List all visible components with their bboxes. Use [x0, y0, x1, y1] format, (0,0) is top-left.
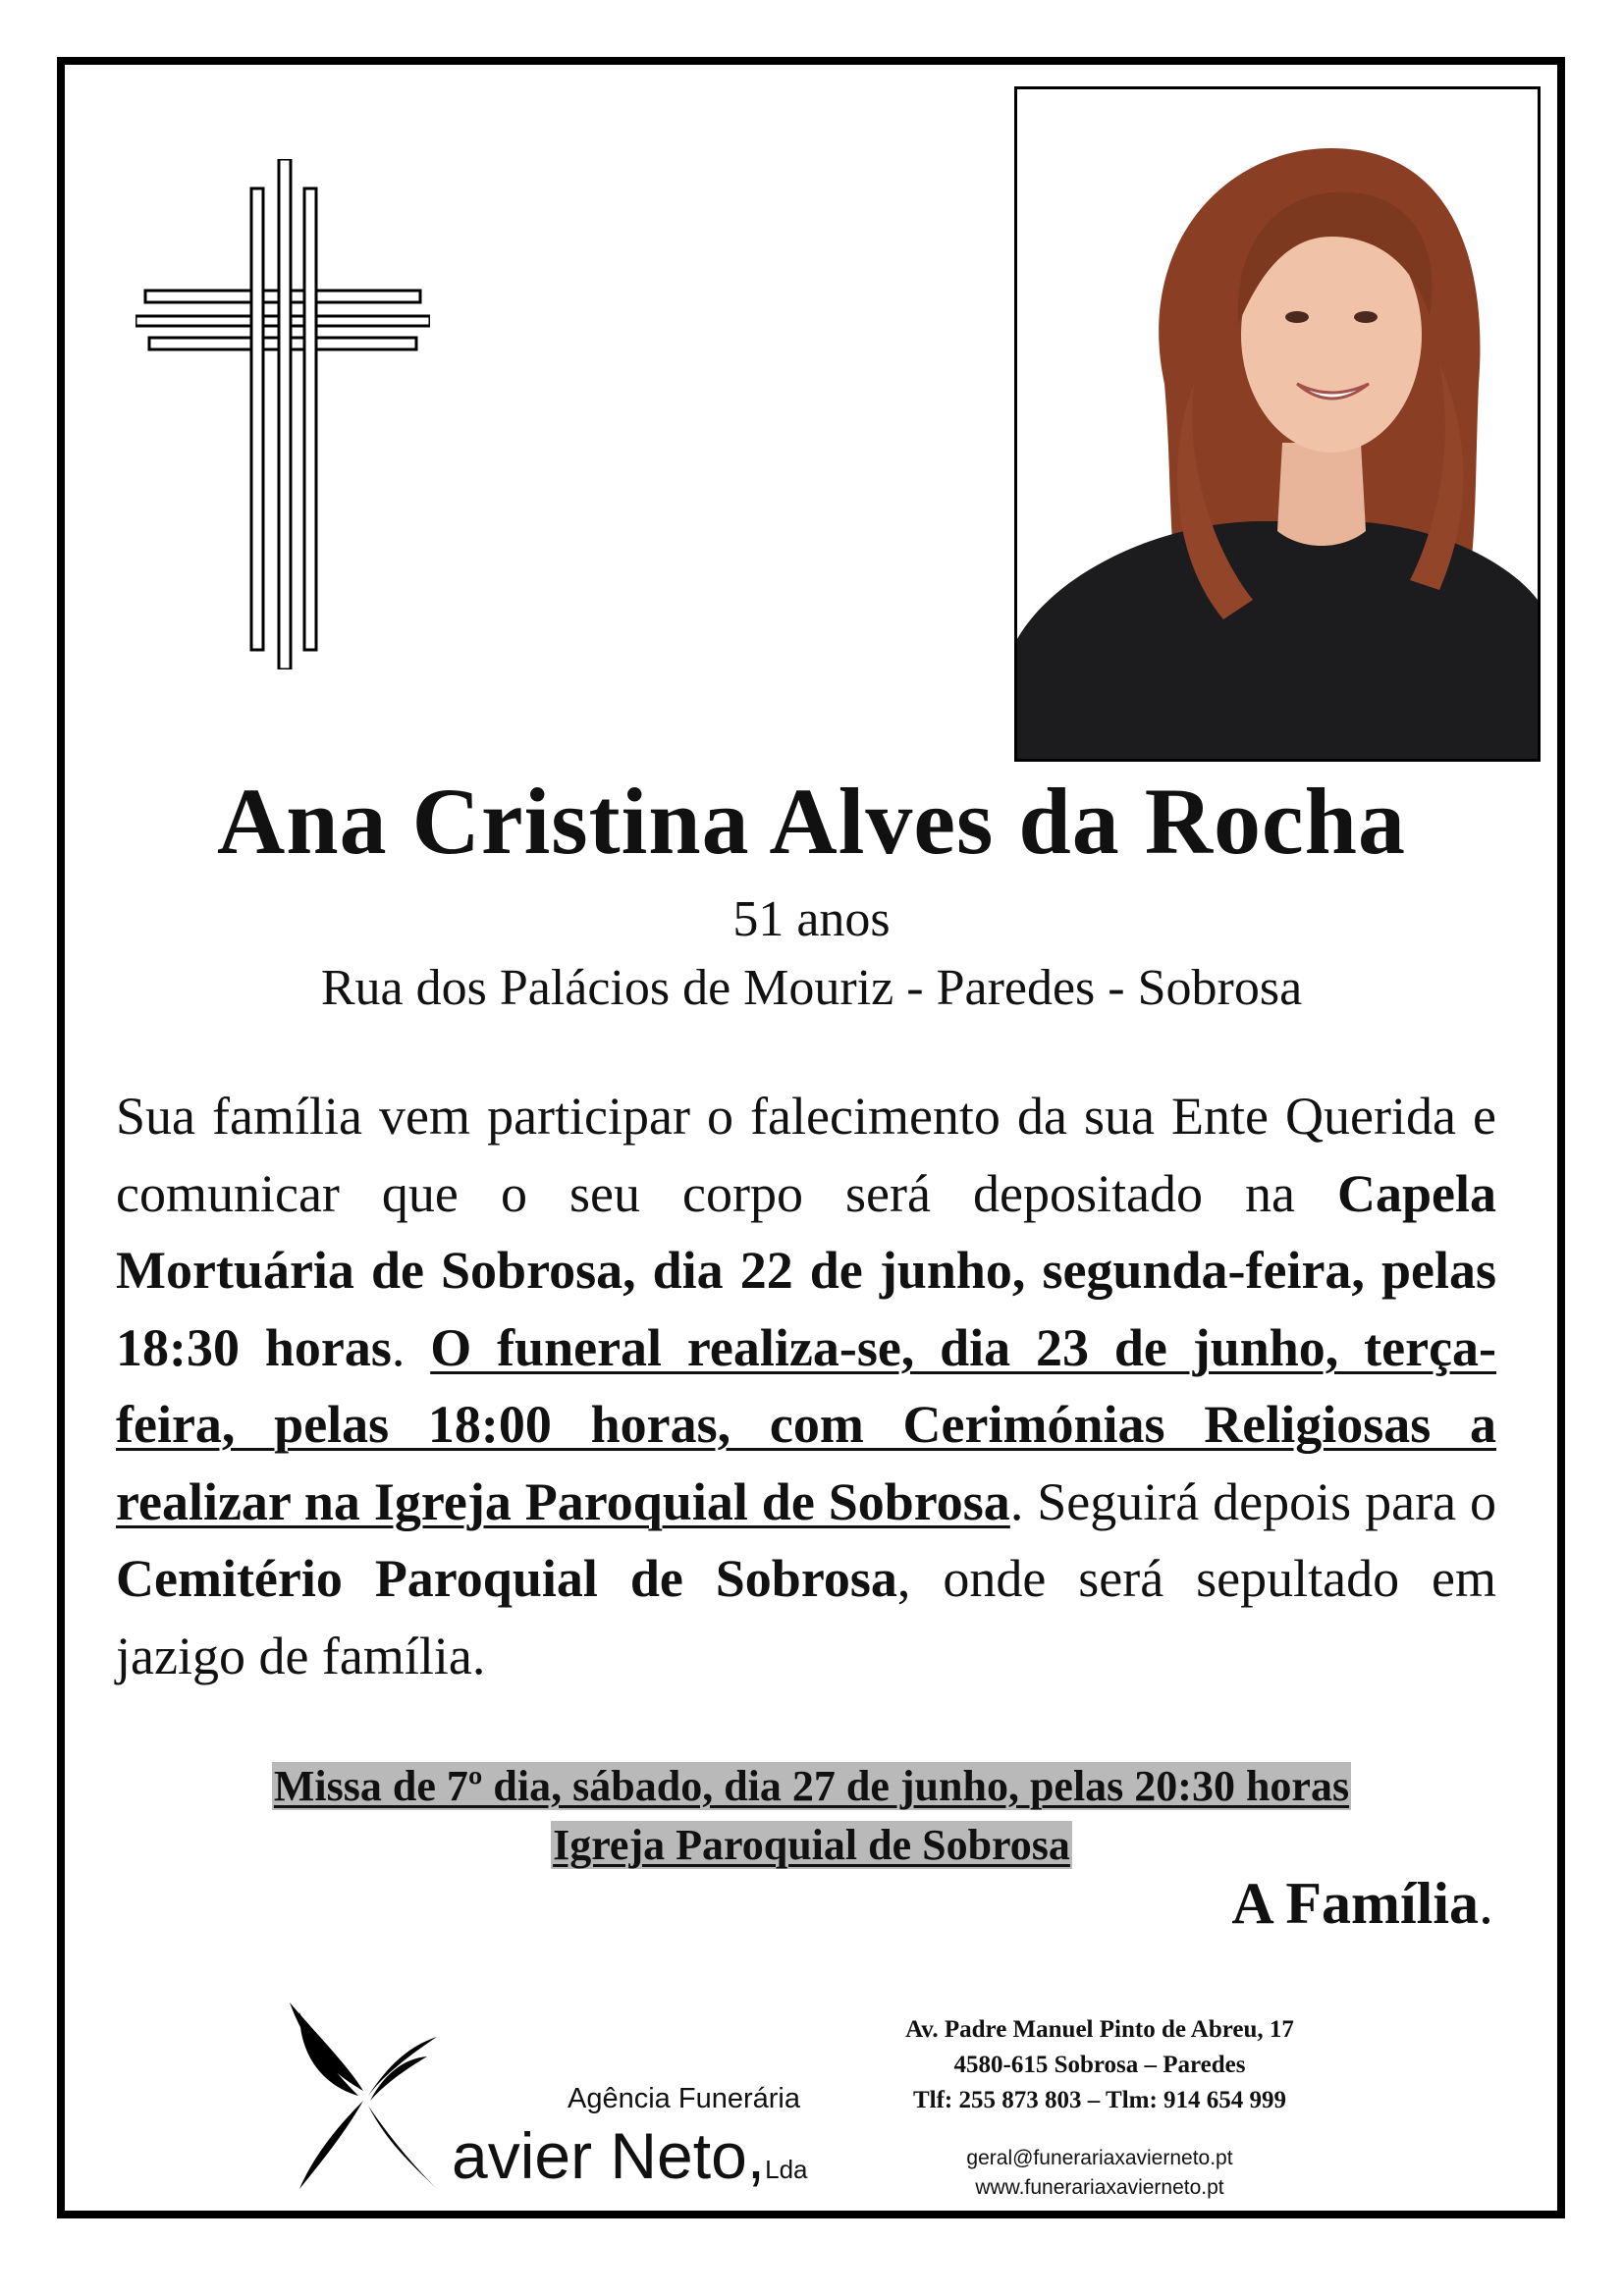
cross-icon: [135, 159, 430, 669]
agency-address-line-2: 4580-615 Sobrosa – Paredes: [953, 2052, 1246, 2078]
notice-end: , onde será sepultado em jazigo de família.: [116, 1549, 1496, 1685]
mass-line-2: Igreja Paroquial de Sobrosa: [553, 1821, 1070, 1869]
agency-email: geral@funerariaxavierneto.pt: [966, 2147, 1233, 2169]
notice-body: [116, 1078, 1496, 1694]
agency-label: Agência Funerária: [568, 2083, 800, 2114]
deceased-age: 51 anos: [732, 891, 891, 947]
agency-logo-icon: [280, 1998, 447, 2194]
notice-sep: .: [391, 1317, 431, 1377]
wake-details: Capela Mortuária de Sobrosa, dia 22 de junho, segunda-feira, pelas 18:30 horas: [116, 1163, 1496, 1377]
cemetery-name: Cemitério Paroquial de Sobrosa: [116, 1549, 897, 1608]
agency-website: www.funerariaxavierneto.pt: [975, 2176, 1224, 2199]
deceased-name: Ana Cristina Alves da Rocha: [216, 769, 1407, 874]
notice-continue: . Seguirá depois para o: [1009, 1471, 1496, 1531]
agency-contact: [889, 2012, 1311, 2118]
signature-dot: .: [1479, 1871, 1493, 1936]
funeral-details: O funeral realiza-se, dia 23 de junho, terça-feira, pelas 18:00 horas, com Cerimónias Religiosas a realizar na Igreja Paroquial de Sobrosa: [116, 1317, 1497, 1531]
portrait-illustration: [1017, 89, 1538, 759]
agency-phones: Tlf: 255 873 803 – Tlm: 914 654 999: [912, 2087, 1287, 2113]
mass-notice: [0, 1757, 1623, 1875]
deceased-address: Rua dos Palácios de Mouriz - Paredes - Sobrosa: [320, 960, 1303, 1016]
portrait-photo: [1014, 86, 1541, 762]
mass-line-1: Missa de 7º dia, sábado, dia 27 de junho, pelas 20:30 horas: [273, 1762, 1350, 1810]
notice-intro: Sua família vem participar o falecimento da sua Ente Querida e comunicar que o seu corpo será depositado na: [116, 1087, 1496, 1223]
agency-name-suffix: Lda: [765, 2155, 808, 2184]
agency-address-line-1: Av. Padre Manuel Pinto de Abreu, 17: [905, 2016, 1294, 2043]
agency-name: [452, 2119, 808, 2192]
signature: [1231, 1870, 1493, 1938]
signature-text: A Família: [1231, 1871, 1479, 1936]
agency-name-main: avier Neto,: [452, 2119, 766, 2192]
agency-web: [889, 2144, 1311, 2203]
